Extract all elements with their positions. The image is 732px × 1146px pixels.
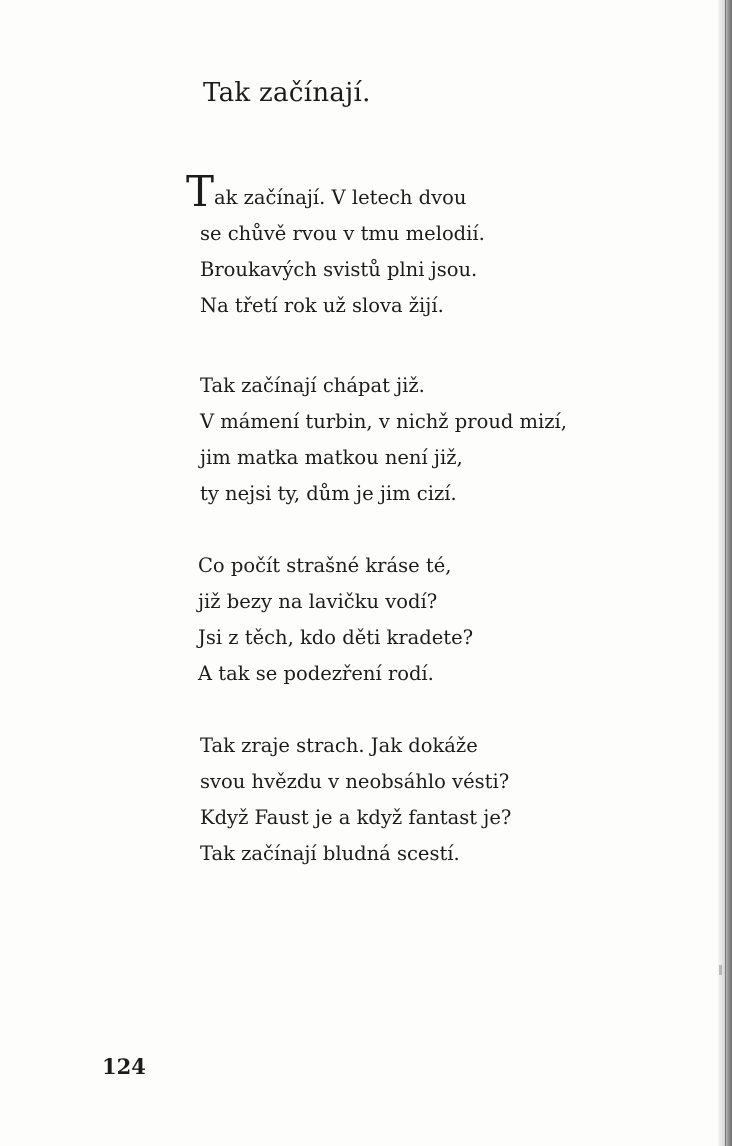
poem-line: Když Faust je a když fantast je?: [200, 806, 512, 829]
poem-line: jim matka matkou není již,: [200, 446, 463, 469]
poem-line: Na třetí rok už slova žijí.: [200, 294, 444, 317]
poem-line: ty nejsi ty, dům je jim cizí.: [200, 482, 457, 505]
drop-cap: T: [186, 167, 215, 216]
poem-title: Tak začínají.: [203, 78, 371, 108]
poem-line: Tak začínají bludná scestí.: [200, 842, 460, 865]
poem-line: V mámení turbin, v nichž proud mizí,: [200, 410, 567, 433]
poem-line: [186, 167, 485, 216]
poem-line: se chůvě rvou v tmu melodií.: [200, 222, 485, 245]
page-number: 124: [102, 1054, 146, 1079]
stanza-1: [186, 167, 485, 324]
stanza-4: [200, 728, 511, 872]
poem-line: A tak se podezření rodí.: [198, 662, 434, 685]
page-edge-line: [725, 0, 726, 1146]
poem-line: Broukavých svistů plni jsou.: [200, 258, 478, 281]
stanza-3: [198, 548, 473, 692]
stanza-2: [200, 368, 567, 512]
scan-speck: [719, 965, 722, 975]
poem-line-text: ak začínají. V letech dvou: [214, 186, 467, 209]
poem-line: Tak začínají chápat již.: [200, 374, 425, 397]
poem-line: svou hvězdu v neobsáhlo vésti?: [200, 770, 510, 793]
poem-line: Co počít strašné kráse té,: [198, 554, 452, 577]
poem-line: Jsi z těch, kdo děti kradete?: [198, 626, 474, 649]
poem-line: Tak zraje strach. Jak dokáže: [200, 734, 478, 757]
poem-line: již bezy na lavičku vodí?: [198, 590, 438, 613]
